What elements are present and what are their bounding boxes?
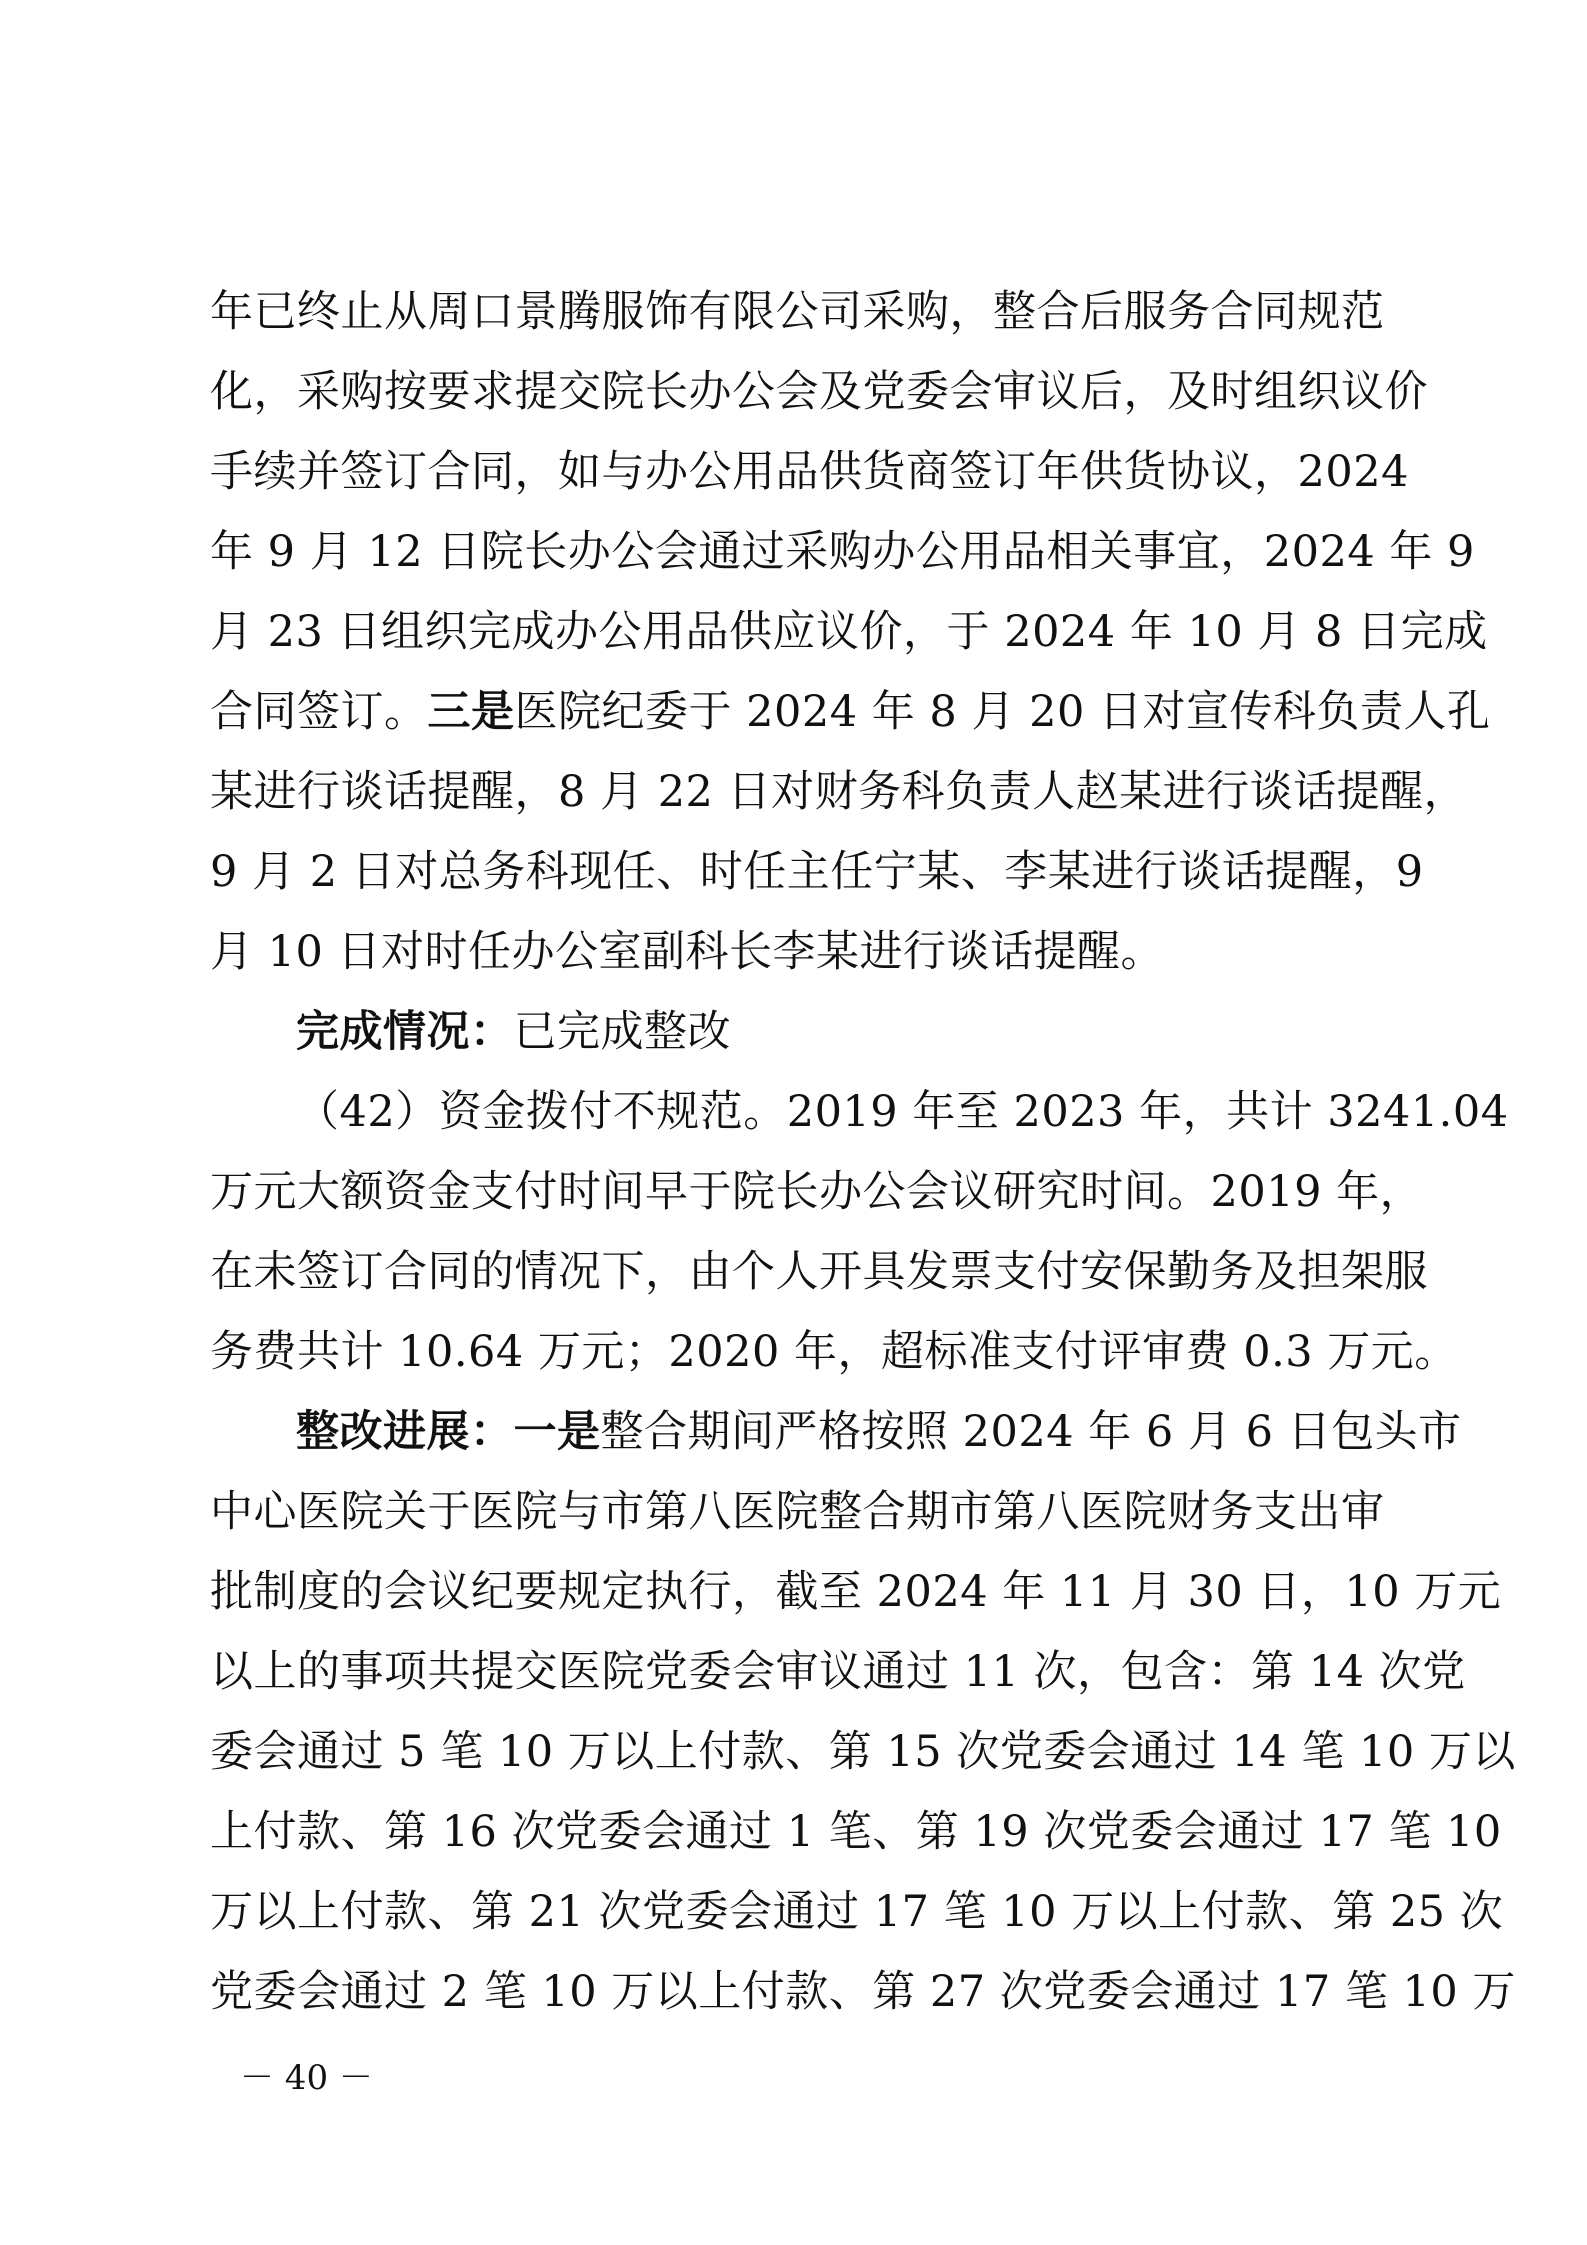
text-line-19: 委会通过 5 笔 10 万以上付款、第 15 次党委会通过 14 笔 10 万以 <box>210 1727 1516 1777</box>
page-number: － 40 － <box>240 2058 373 2098</box>
text-line-14: 务费共计 10.64 万元；2020 年，超标准支付评审费 0.3 万元。 <box>210 1327 1458 1377</box>
text-line-4: 年 9 月 12 日院长办公会通过采购办公用品相关事宜，2024 年 9 <box>210 527 1475 577</box>
text-line-21: 万以上付款、第 21 次党委会通过 17 笔 10 万以上付款、第 25 次 <box>210 1887 1504 1937</box>
text-line-17: 批制度的会议纪要规定执行，截至 2024 年 11 月 30 日，10 万元 <box>210 1567 1502 1617</box>
text-line-6-rest: 医院纪委于 2024 年 8 月 20 日对宣传科负责人孔 <box>514 687 1491 737</box>
text-line-20: 上付款、第 16 次党委会通过 1 笔、第 19 次党委会通过 17 笔 10 <box>210 1807 1502 1857</box>
text-line-22: 党委会通过 2 笔 10 万以上付款、第 27 次党委会通过 17 笔 10 万 <box>210 1967 1516 2017</box>
text-line-5: 月 23 日组织完成办公用品供应议价，于 2024 年 10 月 8 日完成 <box>210 607 1488 657</box>
completion-status-value: 已完成整改 <box>513 1007 731 1057</box>
rectification-progress-line <box>296 1392 1462 1472</box>
rectification-progress-label: 整改进展：一是 <box>296 1407 601 1457</box>
text-line-3: 手续并签订合同，如与办公用品供货商签订年供货协议，2024 <box>210 447 1409 497</box>
text-line-6 <box>210 672 1491 752</box>
completion-status-label: 完成情况： <box>296 1007 514 1057</box>
text-line-6-lead: 合同签订。 <box>210 687 428 737</box>
item-three-label: 三是 <box>427 687 515 737</box>
text-line-16: 中心医院关于医院与市第八医院整合期市第八医院财务支出审 <box>210 1487 1385 1537</box>
text-line-8: 9 月 2 日对总务科现任、时任主任宁某、李某进行谈话提醒，9 <box>210 847 1424 897</box>
item-42-heading: （42）资金拨付不规范。2019 年至 2023 年，共计 3241.04 <box>296 1087 1509 1137</box>
text-line-1: 年已终止从周口景腾服饰有限公司采购，整合后服务合同规范 <box>210 287 1385 337</box>
text-line-12: 万元大额资金支付时间早于院长办公会议研究时间。2019 年， <box>210 1167 1424 1217</box>
completion-status-line <box>296 992 1380 1072</box>
text-line-9: 月 10 日对时任办公室副科长李某进行谈话提醒。 <box>210 927 1165 977</box>
text-line-13: 在未签订合同的情况下，由个人开具发票支付安保勤务及担架服 <box>210 1247 1428 1297</box>
text-line-2: 化，采购按要求提交院长办公会及党委会审议后，及时组织议价 <box>210 367 1428 417</box>
rectification-progress-text: 整合期间严格按照 2024 年 6 月 6 日包头市 <box>600 1407 1462 1457</box>
text-line-7: 某进行谈话提醒，8 月 22 日对财务科负责人赵某进行谈话提醒， <box>210 767 1468 817</box>
text-line-18: 以上的事项共提交医院党委会审议通过 11 次，包含：第 14 次党 <box>210 1647 1466 1697</box>
